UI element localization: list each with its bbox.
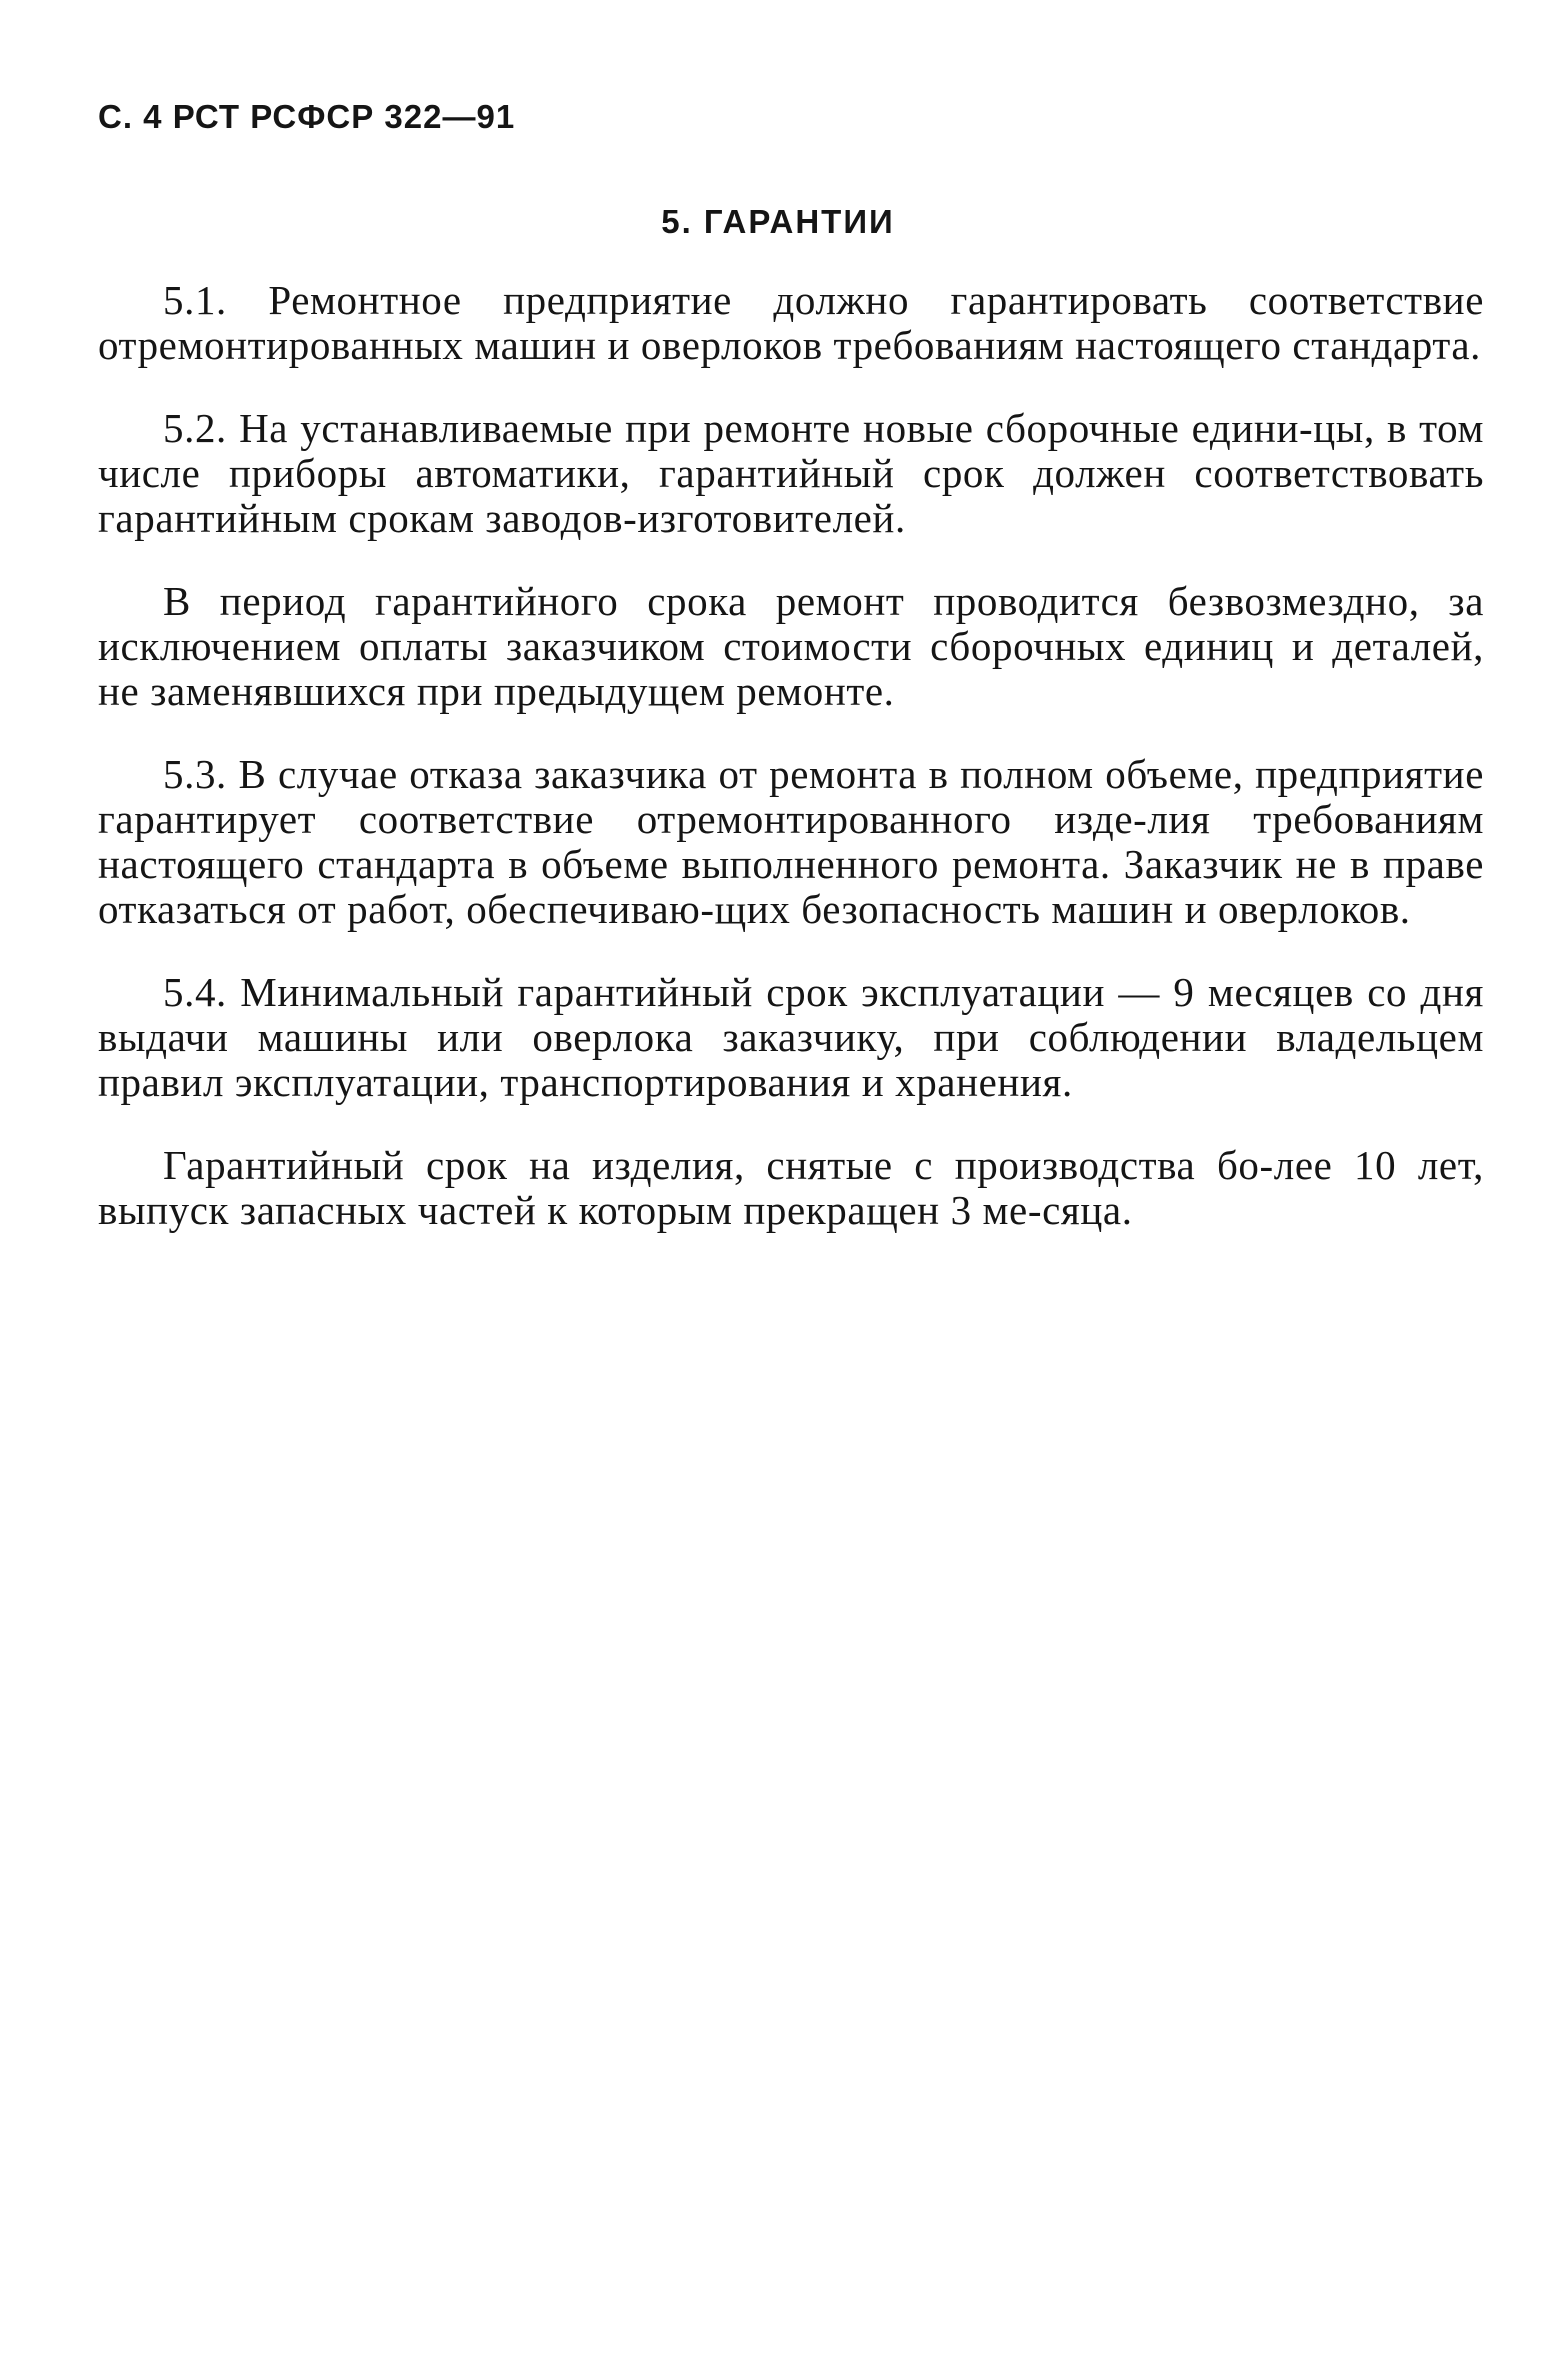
- paragraph-5-3: 5.3. В случае отказа заказчика от ремонта в полном объеме, предприятие гарантирует соответствие отремонтированного изде-лия требованиям настоящего стандарта в объеме выполненного ремонта. Заказчик не в праве отказаться от работ, обеспечиваю-щих безопасность машин и оверлоков.: [98, 751, 1484, 932]
- paragraph-5-4: 5.4. Минимальный гарантийный срок эксплуатации — 9 месяцев со дня выдачи машины или оверлока заказчику, при соблюдении владельцем правил эксплуатации, транспортирования и хранения.: [98, 969, 1484, 1105]
- paragraph-warranty-period: В период гарантийного срока ремонт проводится безвозмездно, за исключением оплаты заказчиком стоимости сборочных единиц и деталей, не заменявшихся при предыдущем ремонте.: [98, 578, 1484, 714]
- paragraph-5-2: 5.2. На устанавливаемые при ремонте новые сборочные едини-цы, в том числе приборы автоматики, гарантийный срок должен соответствовать гарантийным срокам заводов-изготовителей.: [98, 405, 1484, 541]
- section-body: [98, 278, 1484, 1271]
- section-title: 5. ГАРАНТИИ: [661, 203, 895, 240]
- page-header: С. 4 РСТ РСФСР 322—91: [98, 98, 516, 135]
- paragraph-discontinued-products: Гарантийный срок на изделия, снятые с производства бо-лее 10 лет, выпуск запасных частей к которым прекращен 3 ме-сяца.: [98, 1142, 1484, 1233]
- paragraph-5-1: 5.1. Ремонтное предприятие должно гарантировать соответствие отремонтированных машин и оверлоков требованиям настоящего стандарта.: [98, 277, 1484, 368]
